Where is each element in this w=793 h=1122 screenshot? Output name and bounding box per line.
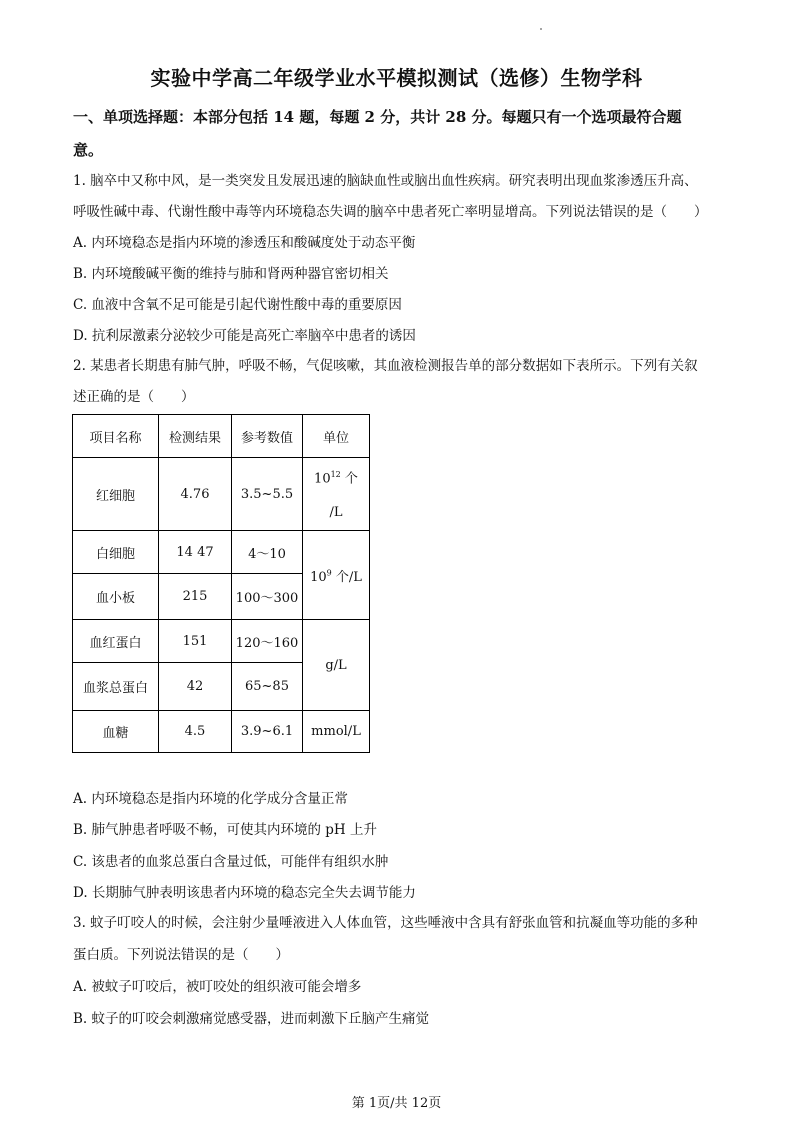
header-result: 检测结果 — [159, 415, 232, 458]
cell-result: 151 — [159, 620, 232, 663]
cell-result: 14 47 — [159, 531, 232, 574]
q2-option-d: D. 长期肺气肿表明该患者内环境的稳态完全失去调节能力 — [73, 885, 416, 901]
cell-unit-protein: g/L — [303, 620, 370, 711]
table-row — [73, 711, 370, 753]
cell-name: 血小板 — [73, 574, 159, 620]
cell-result: 215 — [159, 574, 232, 620]
q2-option-a: A. 内环境稳态是指内环境的化学成分含量正常 — [73, 791, 348, 807]
q1-option-d: D. 抗利尿激素分泌较少可能是高死亡率脑卒中患者的诱因 — [73, 328, 416, 344]
table-row — [73, 620, 370, 663]
cell-reference: 65~85 — [232, 663, 303, 711]
section-heading-line-2: 意。 — [73, 141, 104, 159]
unit-rbc-line2: /L — [329, 505, 343, 521]
unit-rbc-base: 10 — [314, 471, 331, 487]
cell-name: 血红蛋白 — [73, 620, 159, 663]
cell-result: 4.5 — [159, 711, 232, 753]
cell-result: 4.76 — [159, 458, 232, 531]
q1-stem-line-1: 1. 脑卒中又称中风，是一类突发且发展迅速的脑缺血性或脑出血性疾病。研究表明出现血浆渗透压升高、 — [73, 173, 698, 189]
cell-unit-rbc — [303, 458, 370, 531]
q1-stem-line-2: 呼吸性碱中毒、代谢性酸中毒等内环境稳态失调的脑卒中患者死亡率明显增高。下列说法错误的是（ ） — [73, 204, 708, 220]
q2-option-c: C. 该患者的血浆总蛋白含量过低，可能伴有组织水肿 — [73, 854, 389, 870]
section-heading-line-1: 一、单项选择题：本部分包括 14 题，每题 2 分，共计 28 分。每题只有一个选项最符合题 — [73, 108, 682, 126]
unit-wbc-tail: 个/L — [335, 569, 362, 585]
unit-wbc-exp: 9 — [326, 568, 332, 578]
q1-option-c: C. 血液中含氧不足可能是引起代谢性酸中毒的重要原因 — [73, 297, 402, 313]
page-footer: 第 1页/共 12页 — [351, 1096, 442, 1111]
cell-reference: 3.5~5.5 — [232, 458, 303, 531]
scan-dot — [540, 28, 542, 30]
unit-rbc-tail: 个 — [344, 471, 358, 487]
header-reference: 参考数值 — [232, 415, 303, 458]
cell-reference: 100～300 — [232, 574, 303, 620]
cell-unit-glucose: mmol/L — [303, 711, 370, 753]
cell-reference: 4～10 — [232, 531, 303, 574]
q3-stem-line-1: 3. 蚊子叮咬人的时候，会注射少量唾液进入人体血管，这些唾液中含具有舒张血管和抗凝血等功能的多种 — [73, 915, 698, 931]
cell-name: 红细胞 — [73, 458, 159, 531]
cell-unit-cells — [303, 531, 370, 620]
table-header-row — [73, 415, 370, 458]
q3-stem-line-2: 蛋白质。下列说法错误的是（ ） — [73, 947, 289, 963]
cell-name: 血糖 — [73, 711, 159, 753]
table-row — [73, 531, 370, 574]
blood-test-table — [72, 414, 370, 753]
header-unit: 单位 — [303, 415, 370, 458]
q2-stem-line-1: 2. 某患者长期患有肺气肿，呼吸不畅，气促咳嗽，其血液检测报告单的部分数据如下表所示。下列有关叙 — [73, 358, 698, 374]
q1-option-b: B. 内环境酸碱平衡的维持与肺和肾两种器官密切相关 — [73, 266, 389, 282]
table-row — [73, 458, 370, 531]
page-title: 实验中学高二年级学业水平模拟测试（选修）生物学科 — [150, 66, 643, 90]
q3-option-b: B. 蚊子的叮咬会刺激痛觉感受器，进而刺激下丘脑产生痛觉 — [73, 1011, 430, 1027]
q2-stem-line-2: 述正确的是（ ） — [73, 389, 195, 405]
cell-name: 白细胞 — [73, 531, 159, 574]
unit-wbc-base: 10 — [310, 569, 327, 585]
q1-option-a: A. 内环境稳态是指内环境的渗透压和酸碱度处于动态平衡 — [73, 235, 416, 251]
q2-option-b: B. 肺气肿患者呼吸不畅，可使其内环境的 pH 上升 — [73, 822, 377, 838]
cell-result: 42 — [159, 663, 232, 711]
cell-name: 血浆总蛋白 — [73, 663, 159, 711]
q3-option-a: A. 被蚊子叮咬后，被叮咬处的组织液可能会增多 — [73, 979, 362, 995]
header-item-name: 项目名称 — [73, 415, 159, 458]
unit-rbc-exp: 12 — [330, 470, 341, 479]
cell-reference: 120～160 — [232, 620, 303, 663]
cell-reference: 3.9~6.1 — [232, 711, 303, 753]
